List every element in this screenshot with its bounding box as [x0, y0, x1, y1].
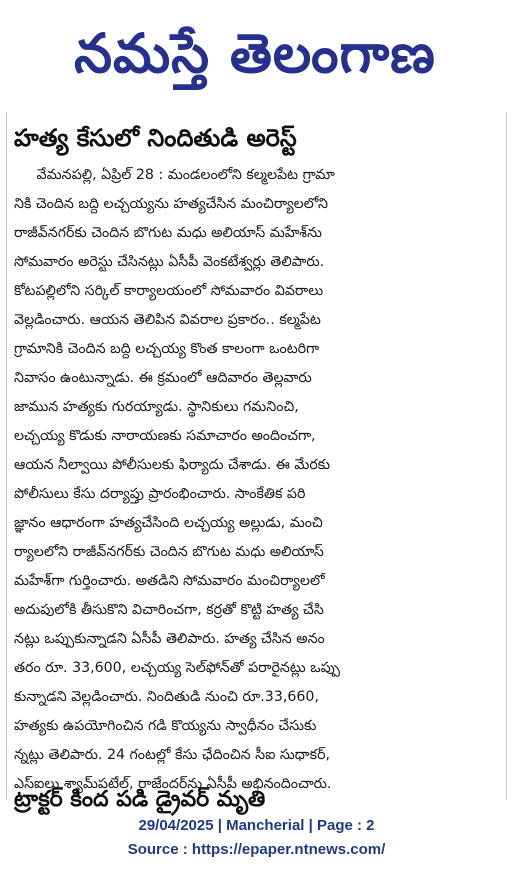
article-line: అదుపులోకి తీసుకొని విచారించగా, కర్రతో కొట్టి హత్య చేసి	[14, 602, 324, 618]
article-line: వెల్లడించారు. ఆయన తెలిపిన వివరాల ప్రకారం.. కల్మపేట	[14, 312, 321, 328]
article-line: నట్లు ఒప్పుకున్నాడని ఏసీపీ తెలిపారు. హత్య చేసిన అనం	[14, 631, 325, 647]
edition-info: 29/04/2025 | Mancherial | Page : 2	[138, 817, 375, 834]
article-line: పోలీసులు కేసు దర్యాప్తు ప్రారంభించారు. సాంకేతిక పరి	[14, 486, 306, 502]
article-line: హత్యకు ఉపయోగించిన గడి కొయ్యను స్వాధీనం చేసుకు	[14, 718, 317, 734]
article-line: తరం రూ. 33,600, లచ్చయ్య సెల్‌ఫోన్‌తో పరారైనట్లు ఒప్పు	[14, 660, 340, 676]
article-line: వేమనపల్లి, ఏప్రిల్ 28 : మండలంలోని కల్మలపేట గ్రామా	[14, 167, 335, 183]
newspaper-logo: నమస్తే తెలంగాణ	[74, 22, 436, 85]
page-footer	[0, 814, 513, 874]
article-line: జామున హత్యకు గురయ్యాడు. స్థానికులు గమనించి,	[14, 399, 299, 415]
article-line: జ్ఞానం ఆధారంగా హత్యచేసింది లచ్చయ్య అల్లుడు, మంచి	[14, 515, 323, 531]
article-line: లచ్చయ్య కొడుకు నారాయణకు సమాచారం అందించగా,	[14, 428, 316, 444]
next-article-headline: ట్రాక్టర్ కింద పడి డ్రైవర్ మృతి	[14, 787, 266, 812]
article-body	[14, 161, 500, 792]
article-line: ర్యాలలోని రాజీవ్‌నగర్‌కు చెందిన బొగుట మధు అలియాస్	[14, 544, 324, 560]
column-rule-right	[506, 112, 507, 800]
article-line: నికి చెందిన బద్ది లచ్చయ్యను హత్యచేసిన మంచిర్యాలలోని	[14, 196, 328, 212]
article-line: సోమవారం అరెస్టు చేసినట్లు ఏసీపీ వెంకటేశ్వర్లు తెలిపారు.	[14, 254, 325, 270]
article-line: న్నట్లు తెలిపారు. 24 గంటల్లో కేసు ఛేదించిన సీఐ సుధాకర్,	[14, 747, 330, 763]
source-link[interactable]: Source : https://epaper.ntnews.com/	[127, 841, 386, 858]
article-line: కోటపల్లిలోని సర్కిల్ కార్యాలయంలో సోమవారం వివరాలు	[14, 283, 324, 299]
article-line: మహేశ్‌గా గుర్తించారు. అతడిని సోమవారం మంచిర్యాలలో	[14, 573, 325, 589]
masthead	[0, 0, 513, 112]
article-line: నివాసం ఉంటున్నాడు. ఈ క్రమంలో ఆదివారం తెల్లవారు	[14, 370, 312, 386]
article-line: ఎస్ఐలు శ్యామ్‌పటేల్, రాజేందర్‌ను ఏసీపీ అభినందించారు.	[14, 776, 332, 792]
article-line: గ్రామానికి చెందిన బద్ది లచ్చయ్య కొంత కాలంగా ఒంటరిగా	[14, 341, 320, 357]
article-headline: హత్య కేసులో నిందితుడి అరెస్ట్	[14, 124, 297, 152]
column-rule-left	[6, 112, 7, 800]
article-line: ఆయన నీల్వాయి పోలీసులకు ఫిర్యాదు చేశాడు. ఈ మేరకు	[14, 457, 331, 473]
article-line: కున్నాడని వెల్లడించారు. నిందితుడి నుంచి రూ.33,660,	[14, 689, 319, 705]
article-line: రాజీవ్‌నగర్‌కు చెందిన బొగుట మధు అలియాస్ మహేశ్‌ను	[14, 225, 322, 241]
